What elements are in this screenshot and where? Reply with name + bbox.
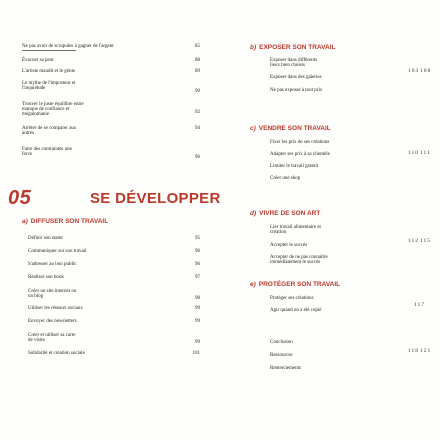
toc-entry[interactable] [256,164,420,176]
toc-entry-page: 96 [195,155,200,160]
section-index: e) [250,281,256,288]
section-c-entries [256,140,420,188]
section-heading-b [250,44,335,51]
section-heading-c [250,125,331,132]
section-index: c) [250,125,256,132]
section-title: VENDRE SON TRAVAIL [258,125,331,132]
toc-entry-title: Agir quand on a été copié [270,308,322,313]
toc-entry-title: Créer une shop [270,176,301,181]
toc-entry-page: 101 [192,351,200,356]
toc-entry-page: 90 [195,89,200,94]
toc-entry-title: Solidarité et création sociale [28,351,85,356]
toc-entry[interactable] [28,351,200,363]
closing-entries [256,340,420,379]
edge-page-number: 112 [408,238,420,244]
toc-entry-title: Exposer dans différents lieux bien choisis [270,58,318,68]
toc-entry[interactable] [22,69,200,81]
chapter-heading [8,186,221,210]
edge-page-number: 115 [420,238,432,244]
toc-entry-title: Conclusion [270,340,293,345]
toc-entry-title: Créer et utiliser sa carte de visite [28,333,76,343]
toc-entry-title: Évacuer sa peur [22,58,54,63]
section-index: a) [22,218,28,225]
toc-entry[interactable] [28,306,200,319]
toc-entry-title: Adapter ses prix à sa clientèle [270,152,330,157]
edge-page-number: 108 [420,68,432,74]
section-e-entries [256,296,420,320]
toc-entry-page: 92 [195,110,200,115]
toc-entry-page: 88 [195,58,200,63]
section-d-entries [256,225,420,273]
toc-entry-page: 99 [195,340,200,345]
toc-entry-page: 99 [195,319,200,324]
left-column-top [22,44,200,161]
toc-entry-title: Le mythe de l'imposteur et l'inquiétude [22,81,76,91]
toc-entry[interactable] [256,353,420,366]
edge-page-number: 117 [414,302,426,308]
toc-entry[interactable] [256,255,420,273]
toc-entry-title: L'artiste maudit et le génie [22,69,76,74]
toc-entry-title: Ne pas avoir de scrupules à gagner de l'argent [22,44,114,49]
toc-entry-page: 94 [195,126,200,131]
toc-entry-title: Faire des contraintes une force [22,147,72,157]
toc-entry-title: S'adresser au bon public [28,262,77,267]
edge-page-number: 121 [420,348,432,354]
section-index: b) [250,44,257,51]
toc-entry-title: Communiquer sur son travail [28,249,87,254]
left-column-bottom [28,236,200,363]
toc-entry-title: Définir son statut [28,236,63,241]
toc-entry[interactable] [256,243,420,255]
toc-entry[interactable] [22,126,200,147]
toc-entry-title: Fixer les prix de ses créations [270,140,330,145]
section-title: PROTÉGER SON TRAVAIL [258,281,341,288]
edge-page-number: 110 [408,150,420,156]
toc-entry-title: Utiliser les réseaux sociaux [28,306,83,311]
chapter-title: SE DÉVELOPPER [90,190,221,207]
toc-entry-title: Accepter de ne pas connaître immédiatement le succès [270,255,328,265]
toc-entry[interactable] [256,140,420,152]
section-title: VIVRE DE SON ART [259,210,321,217]
toc-entry[interactable] [256,225,420,243]
toc-entry[interactable] [22,102,200,126]
toc-entry[interactable] [256,340,420,353]
toc-entry-title: Ne pas exposer à tout prix [270,88,323,93]
toc-entry[interactable] [28,275,200,289]
section-heading-e [250,281,340,288]
section-title: DIFFUSER SON TRAVAIL [30,218,109,225]
section-index: d) [250,210,257,217]
toc-entry[interactable] [256,366,420,379]
toc-entry[interactable] [256,58,420,75]
toc-entry[interactable] [256,88,420,101]
section-heading-a [22,218,108,225]
toc-entry[interactable] [256,152,420,164]
toc-entry[interactable] [22,58,200,69]
toc-entry-title: Limiter le travail gratuit [270,164,319,169]
edge-page-number: 111 [420,150,431,156]
toc-entry-title: Remerciements [270,366,302,371]
chapter-number: 05 [8,187,32,209]
entry-underline [22,50,76,51]
toc-entry[interactable] [28,319,200,333]
toc-entry-page: 97 [195,275,200,280]
toc-entry-title: Trouver le juste équilibre entre manque de confiance et mégalomanie [22,102,84,117]
toc-entry[interactable] [22,147,200,161]
toc-entry-title: Accepter le succès [270,243,308,248]
toc-entry-page: 95 [195,236,200,241]
edge-page-number: 118 [408,348,420,354]
toc-entry-page: 89 [195,69,200,74]
toc-entry-page: 96 [195,249,200,254]
toc-entry[interactable] [256,75,420,88]
toc-entry-title: Ressources [270,353,293,358]
toc-entry-title: Créer un site internet ou un blog [28,289,77,299]
toc-entry[interactable] [28,333,200,351]
section-title: EXPOSER SON TRAVAIL [259,44,336,51]
toc-entry-title: Envoyer des newsletters [28,319,77,324]
toc-entry[interactable] [256,296,420,308]
toc-entry-page: 85 [195,44,200,49]
toc-entry[interactable] [256,176,420,188]
toc-entry[interactable] [28,236,200,249]
toc-entry-title: Exposer dans des galeries [270,75,322,80]
toc-entry-page: 99 [195,306,200,311]
toc-entry[interactable] [22,81,200,102]
toc-entry[interactable] [22,44,200,58]
toc-entry[interactable] [28,262,200,275]
edge-page-number: 103 [408,68,420,74]
toc-entry-title: Réaliser son book [28,275,64,280]
toc-entry-page: 98 [195,296,200,301]
toc-entry[interactable] [28,249,200,262]
toc-entry-title: Protéger ses créations [270,296,314,301]
toc-entry-title: Lier travail alimentaire et création [270,225,321,235]
toc-entry-page: 96 [195,262,200,267]
toc-entry[interactable] [256,308,420,320]
section-heading-d [250,210,320,217]
toc-entry[interactable] [28,289,200,306]
section-b-entries [256,58,420,101]
toc-entry-title: Arrêter de se comparer aux autres [22,126,77,136]
